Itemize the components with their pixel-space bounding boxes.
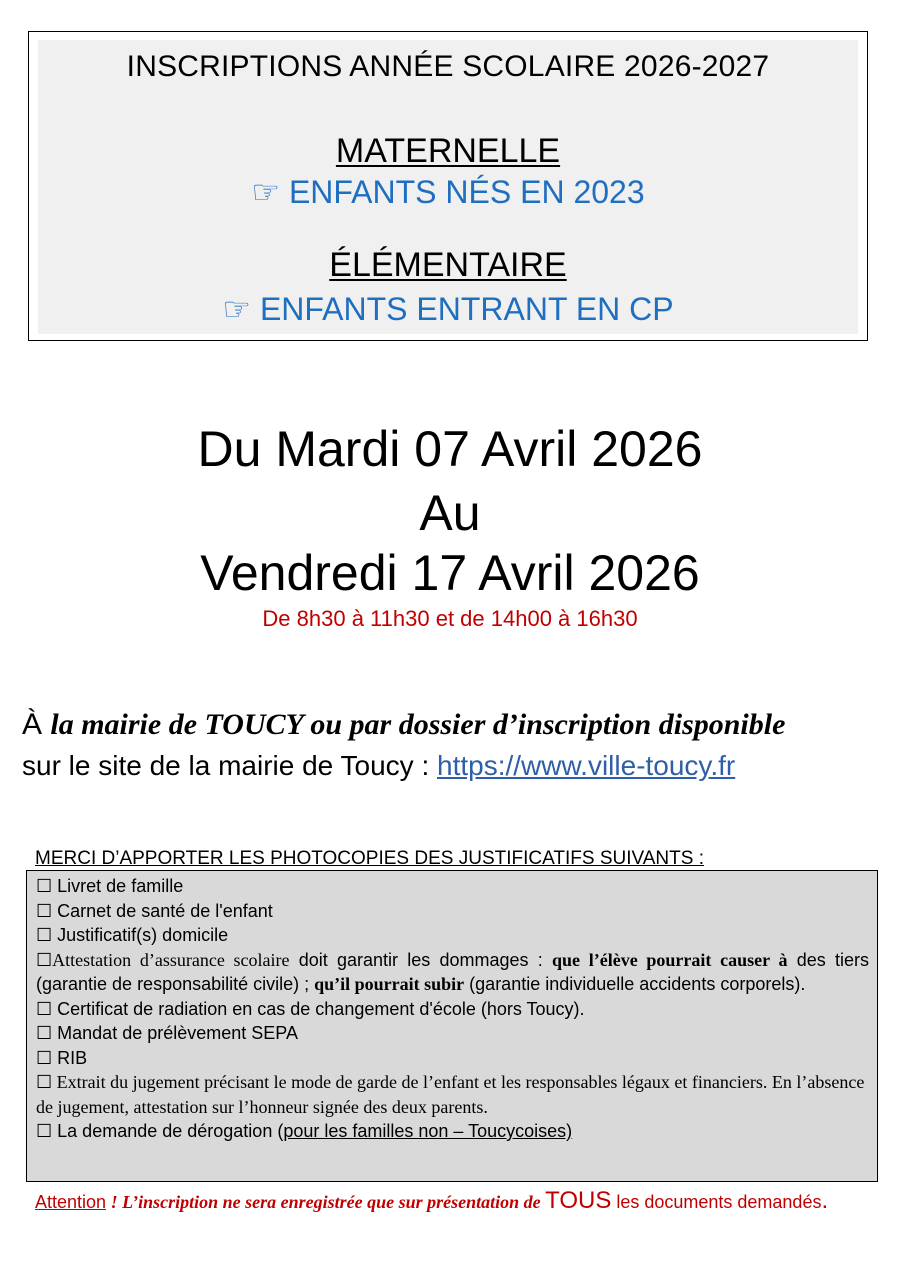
checkbox-icon: ☐ (36, 900, 53, 921)
item-text-bold: qu’il pourrait subir (314, 974, 465, 994)
attention-note (35, 1186, 855, 1217)
list-item (36, 923, 869, 948)
attention-label: Attention (35, 1192, 107, 1212)
list-item (36, 874, 869, 899)
elementaire-heading-text: ÉLÉMENTAIRE (329, 246, 567, 284)
list-item (36, 1119, 869, 1144)
list-item (36, 899, 869, 924)
maternelle-heading-text: MATERNELLE (335, 132, 561, 170)
item-text-bold: que l’élève pourrait causer à (551, 949, 788, 970)
item-text: Livret de famille (57, 876, 184, 896)
opening-hours: De 8h30 à 11h30 et de 14h00 à 16h30 (262, 606, 638, 631)
attention-italic: ! L’inscription ne sera enregistrée que sur présentation de (106, 1192, 546, 1212)
elementaire-heading (38, 246, 858, 285)
elementaire-line: ☞ ENFANTS ENTRANT EN CP (222, 291, 674, 327)
item-text: (garantie individuelle accidents corporels). (464, 974, 806, 994)
location-line-1 (22, 708, 785, 742)
item-text: La demande de dérogation ( (57, 1121, 284, 1141)
item-text: Mandat de prélèvement SEPA (57, 1023, 298, 1043)
location-line-2 (22, 750, 735, 782)
header-title: INSCRIPTIONS ANNÉE SCOLAIRE 2026-2027 (126, 50, 770, 83)
maternelle-heading (38, 132, 858, 171)
item-text: Attestation d’assurance scolaire (52, 949, 290, 970)
date-from: Du Mardi 07 Avril 2026 (197, 421, 703, 477)
checkbox-icon: ☐ (36, 998, 53, 1019)
location-prefix: À (22, 708, 51, 741)
checkbox-icon: ☐ (36, 949, 53, 970)
header-box (28, 31, 868, 341)
attention-rest: les documents demandés (611, 1192, 822, 1212)
item-text: RIB (57, 1047, 88, 1068)
attention-tous: TOUS (545, 1187, 612, 1214)
item-text: Extrait du jugement précisant le mode de garde de l’enfant et les responsables légaux et financiers. En l’absence de jugement, attestation sur l’honneur signée des deux parents. (36, 1072, 865, 1117)
date-to: Vendredi 17 Avril 2026 (200, 545, 700, 601)
checkbox-icon: ☐ (36, 1072, 53, 1092)
maternelle-line: ☞ ENFANTS NÉS EN 2023 (251, 174, 645, 210)
checkbox-icon: ☐ (36, 925, 53, 945)
item-text: des tiers (garantie de responsabilité civile) ; (36, 949, 869, 994)
list-item (36, 997, 869, 1022)
location-line2-text: sur le site de la mairie de Toucy : (22, 750, 438, 781)
checkbox-icon: ☐ (36, 1023, 53, 1043)
item-text: Certificat de radiation en cas de changement d'école (hors Toucy). (57, 998, 585, 1019)
date-au: Au (419, 485, 481, 541)
checkbox-icon: ☐ (36, 1047, 53, 1068)
list-item (36, 948, 869, 997)
mairie-website-link[interactable]: https://www.ville-toucy.fr (437, 750, 736, 781)
documents-heading: MERCI D’APPORTER LES PHOTOCOPIES DES JUSTIFICATIFS SUIVANTS : (35, 848, 704, 869)
header-inner (38, 40, 858, 334)
attention-period: . (821, 1187, 829, 1214)
item-text: Justificatif(s) domicile (57, 925, 229, 945)
documents-list (26, 870, 878, 1182)
list-item (36, 1021, 869, 1046)
location-italic: la mairie de TOUCY ou par dossier d’inscription disponible (50, 708, 786, 741)
item-text-underlined: pour les familles non – Toucycoises) (283, 1121, 573, 1141)
checkbox-icon: ☐ (36, 1121, 53, 1141)
list-item (36, 1046, 869, 1071)
item-text: Carnet de santé de l'enfant (57, 900, 273, 921)
item-text: doit garantir les dommages : (289, 949, 552, 970)
checkbox-icon: ☐ (36, 876, 53, 896)
list-item (36, 1070, 869, 1119)
